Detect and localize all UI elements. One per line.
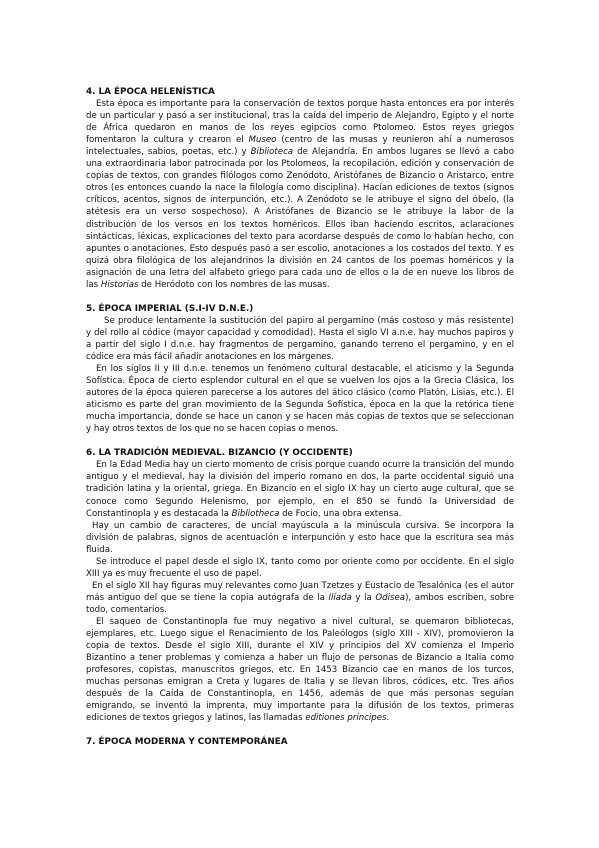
section-imperial (86, 303, 514, 436)
section-moderna (86, 736, 514, 748)
section-helenistica (86, 86, 514, 291)
paragraph: En el siglo XII hay figuras muy relevantes como Juan Tzetzes y Eustacio de Tesalónica (es el autor más antiguo del que se tiene la copia autógrafa de la Ilíada y la Odisea), ambos escriben, sobre todo, comentarios. (86, 580, 514, 615)
paragraph: Esta época es importante para la conservación de textos porque hasta entonces era por interés de un particular y pasó a ser institucional, tras la caída del imperio de Alejandro, Egipto y el norte de África quedaron en manos de los reyes egipcios como Ptolomeo. Estos reyes griegos fomentaron la cultura y crearon el Museo (centro de las musas y reunieron ahí a numerosos intelectuales, sabios, poetas, etc.) y Biblioteca de Alejandría. En ambos lugares se llevó a cabo una extraordinaria labor patrocinada por los Ptolomeos, la recopilación, edición y conservación de copias de textos, con grandes filólogos como Zenódoto, Aristófanes de Bizancio o Aristarco, entre otros (es entonces cuando la nace la filología como disciplina). Hacían ediciones de textos (signos críticos, acentos, signos de interpunción, etc.). A Zenódoto se le atribuye el signo del óbelo, (la atétesis era un verso sospechoso). A Aristófanes de Bizancio se le atribuye la labor de la distribución de los versos en los textos homéricos. Ellos iban haciendo escritos, aclaraciones sintácticas, léxicas, explicaciones del texto para acordarse después de como lo habían hecho, con apuntes o anotaciones. Esto después pasó a ser escolio, anotaciones a los costados del texto. Y es quizá obra filológica de los alejandrinos la división en 24 cantos de los poemas homéricos y la asignación de una letra del alfabeto griego para cada uno de ellos o la de en nueve los libros de las Historias de Heródoto con los nombres de las musas. (86, 99, 514, 290)
paragraph: En la Edad Media hay un cierto momento de crisis porque cuando ocurre la transición del mundo antiguo y el medieval, hay la división del imperio romano en dos, la parte occidental siguió una tradición latina y la oriental, griega. En Bizancio en el siglo IX hay un cierto auge cultural, que se conoce como Segundo Helenismo, por ejemplo, en el 850 se fundó la Universidad de Constantinopla y es destacada la Bibliotheca de Focio, una obra extensa. (86, 460, 514, 519)
section-heading: 4. LA ÉPOCA HELENÍSTICA (86, 87, 215, 97)
section-heading: 5. ÉPOCA IMPERIAL (S.I-IV D.N.E.) (86, 303, 254, 314)
section-medieval (86, 447, 514, 724)
paragraph: En los siglos II y III d.n.e. tenemos un fenómeno cultural destacable, el aticismo y la Segunda Sofística. Época de cierto esplendor cultural en el que se vuelven los ojos a la Grecia Clásica, los autores de la época quieren parecerse a los autores del ático clásico (como Platón, Lisias, etc.). El aticismo es parte del gran movimiento de la Segunda Sofística, época en la que la retórica tiene mucha importancia, donde se hace un canon y se hacen más copias de textos que se seleccionan y hay otros textos de los que no se hacen copias o menos. (86, 364, 514, 435)
paragraph: Se produce lentamente la sustitución del papiro al pergamino (más costoso y más resistente) y del rollo al códice (mayor capacidad y comodidad). Hasta el siglo VI a.n.e. hay muchos papiros y a partir del siglo I d.n.e. hay fragmentos de pergamino, ganando terreno el pergamino, y en el códice era más fácil añadir anotaciones en los márgenes. (86, 315, 514, 362)
paragraph: Hay un cambio de caracteres, de uncial mayúscula a la minúscula cursiva. Se incorpora la división de palabras, signos de acentuación e interpunción y esto hace que la escritura sea más fluida. (86, 520, 514, 555)
section-heading: 7. ÉPOCA MODERNA Y CONTEMPORÁNEA (86, 737, 288, 748)
document-page (86, 86, 514, 760)
section-heading: 6. LA TRADICIÓN MEDIEVAL. BIZANCIO (Y OCCIDENTE) (86, 448, 353, 459)
paragraph: Se introduce el papel desde el siglo IX, tanto como por oriente como por occidente. En el siglo XIII ya es muy frecuente el uso de papel. (86, 556, 514, 579)
paragraph: El saqueo de Constantinopla fue muy negativo a nivel cultural, se quemaron bibliotecas, ejemplares, etc. Luego sigue el Renacimiento de los Paleólogos (siglo XIII - XIV), promovieron la copia de textos. Desde el siglo XIII, durante el XIV y principios del XV comienza el Imperio Bizantino a tener problemas y comienza a haber un flujo de personas de Bizancio a Italia como profesores, copistas, manuscritos griegos, etc. En 1453 Bizancio cae en manos de los turcos, muchas personas emigran a Creta y lugares de Italia y se llevan libros, códices, etc. Tres años después de la Caída de Constantinopla, en 1456, además de que más personas seguían emigrando, se inventó la imprenta, muy importante para la difusión de los textos, primeras ediciones de textos griegos y latinos, las llamadas editiones principes. (86, 616, 514, 724)
